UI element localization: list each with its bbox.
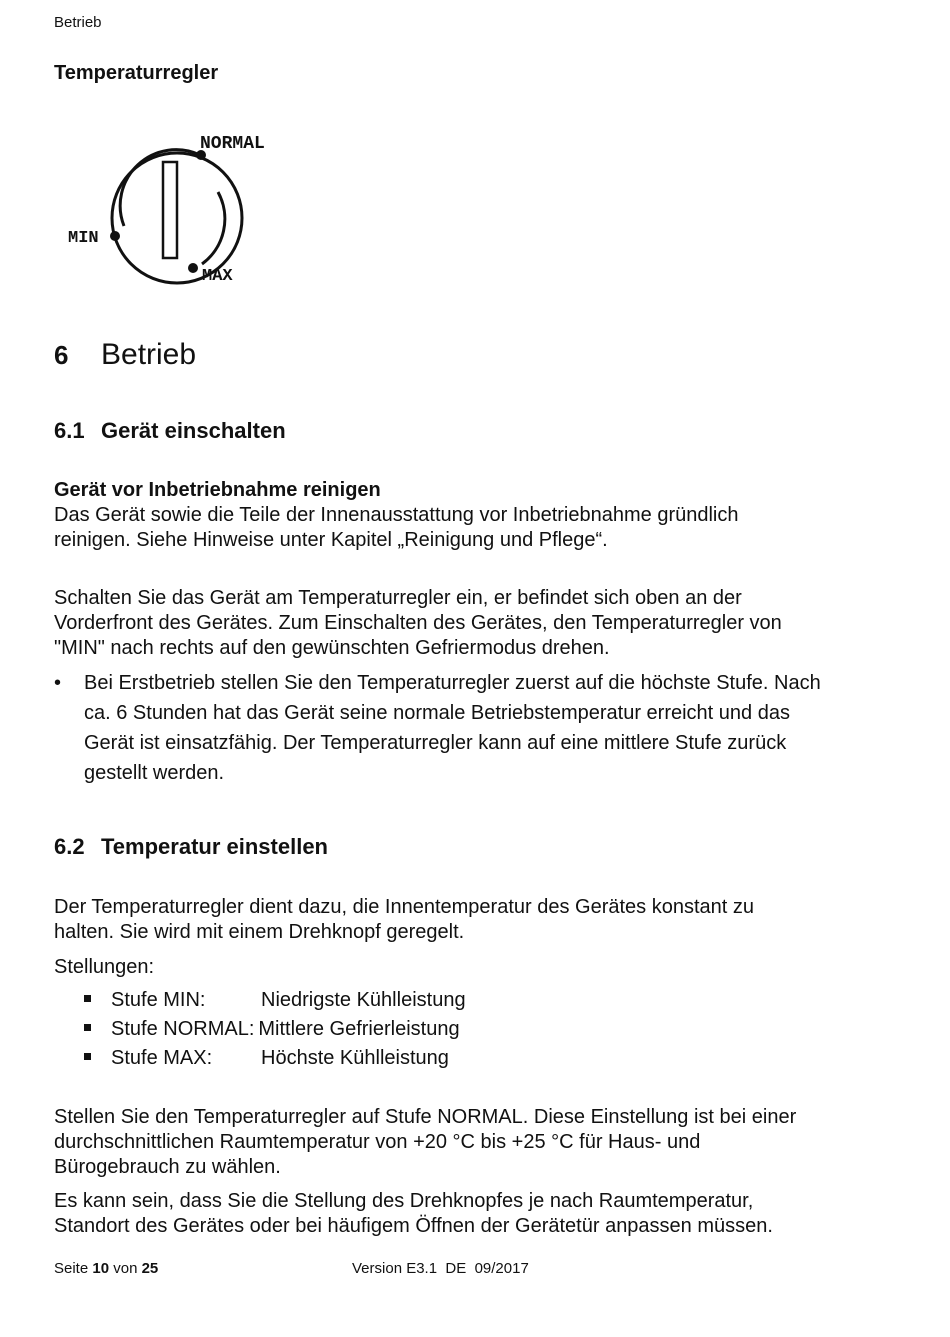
paragraph-line: Es kann sein, dass Sie die Stellung des Drehknopfes je nach Raumtemperatur, bbox=[54, 1190, 754, 1212]
paragraph-line: Das Gerät sowie die Teile der Innenausstattung vor Inbetriebnahme gründlich bbox=[54, 504, 739, 526]
page-total: 25 bbox=[141, 1260, 159, 1277]
bullet-line: gestellt werden. bbox=[84, 762, 225, 784]
section-heading-6-1 bbox=[54, 418, 286, 444]
section-number: 6.1 bbox=[54, 418, 85, 443]
paragraph-line: Vorderfront des Gerätes. Zum Einschalten des Gerätes, den Temperaturregler von bbox=[54, 612, 782, 634]
min-marker-dot bbox=[110, 231, 120, 241]
square-bullet bbox=[84, 1024, 91, 1031]
first-use-bullet bbox=[54, 668, 914, 788]
switch-on-paragraph bbox=[54, 586, 904, 661]
positions-heading: Stellungen: bbox=[54, 956, 155, 978]
dial-knob-grip bbox=[163, 162, 177, 258]
square-bullet bbox=[84, 1053, 91, 1060]
paragraph-line: Standort des Gerätes oder bei häufigem Öffnen der Gerätetür anpassen müssen. bbox=[54, 1215, 773, 1237]
position-description: Höchste Kühlleistung bbox=[261, 1047, 449, 1069]
position-label: Stufe NORMAL: bbox=[111, 1018, 255, 1040]
running-header: Betrieb bbox=[54, 14, 102, 31]
page-of: von bbox=[113, 1260, 138, 1277]
paragraph-line: halten. Sie wird mit einem Drehknopf geregelt. bbox=[54, 921, 465, 943]
position-label: Stufe MIN: bbox=[111, 989, 206, 1011]
max-marker-dot bbox=[188, 263, 198, 273]
recommend-paragraph bbox=[54, 1105, 904, 1180]
dial-scale-arc-right bbox=[202, 192, 225, 264]
chapter-title: Betrieb bbox=[101, 338, 197, 371]
regulator-paragraph bbox=[54, 895, 904, 945]
section-heading-6-2 bbox=[54, 834, 328, 860]
paragraph-line: Schalten Sie das Gerät am Temperaturregler ein, er befindet sich oben an der bbox=[54, 587, 742, 609]
bullet-line: Bei Erstbetrieb stellen Sie den Temperaturregler zuerst auf die höchste Stufe. Nach bbox=[84, 672, 821, 694]
paragraph-line: Der Temperaturregler dient dazu, die Innentemperatur des Gerätes konstant zu bbox=[54, 896, 755, 918]
page-number bbox=[54, 1260, 158, 1277]
dial-label-min: MIN bbox=[68, 229, 99, 248]
section-title: Temperatur einstellen bbox=[101, 834, 328, 859]
version-info: Version E3.1 DE 09/2017 bbox=[352, 1260, 529, 1277]
paragraph-line: reinigen. Siehe Hinweise unter Kapitel „Reinigung und Pflege“. bbox=[54, 529, 608, 551]
position-label: Stufe MAX: bbox=[111, 1047, 213, 1069]
paragraph-line: Bürogebrauch zu wählen. bbox=[54, 1156, 281, 1178]
page-current: 10 bbox=[92, 1260, 110, 1277]
position-item-max bbox=[84, 1043, 449, 1073]
position-description: Niedrigste Kühlleistung bbox=[261, 989, 466, 1011]
square-bullet bbox=[84, 995, 91, 1002]
bullet-dot: • bbox=[54, 672, 62, 694]
paragraph-line: durchschnittlichen Raumtemperatur von +20 °C bis +25 °C für Haus- und bbox=[54, 1131, 701, 1153]
cleaning-paragraph bbox=[54, 478, 904, 553]
dial-label-max: MAX bbox=[202, 267, 233, 286]
section-title: Gerät einschalten bbox=[101, 418, 286, 443]
chapter-heading bbox=[54, 338, 196, 372]
page-prefix: Seite bbox=[54, 1260, 89, 1277]
bullet-line: ca. 6 Stunden hat das Gerät seine normale Betriebstemperatur erreicht und das bbox=[84, 702, 790, 724]
dial-scale-arc-left bbox=[120, 150, 200, 226]
section-number: 6.2 bbox=[54, 834, 85, 859]
dial-label-normal: NORMAL bbox=[200, 134, 265, 154]
cleaning-heading: Gerät vor Inbetriebnahme reinigen bbox=[54, 479, 381, 501]
paragraph-line: Stellen Sie den Temperaturregler auf Stufe NORMAL. Diese Einstellung ist bei einer bbox=[54, 1106, 797, 1128]
adjust-paragraph bbox=[54, 1189, 904, 1239]
position-item-min bbox=[84, 985, 466, 1015]
figure-title: Temperaturregler bbox=[54, 62, 219, 84]
chapter-number: 6 bbox=[54, 340, 69, 370]
position-description: Mittlere Gefrierleistung bbox=[258, 1018, 460, 1040]
bullet-line: Gerät ist einsatzfähig. Der Temperaturregler kann auf eine mittlere Stufe zurück bbox=[84, 732, 787, 754]
paragraph-line: "MIN" nach rechts auf den gewünschten Gefriermodus drehen. bbox=[54, 637, 610, 659]
position-item-normal bbox=[84, 1014, 460, 1044]
temperature-dial-illustration bbox=[60, 128, 300, 288]
